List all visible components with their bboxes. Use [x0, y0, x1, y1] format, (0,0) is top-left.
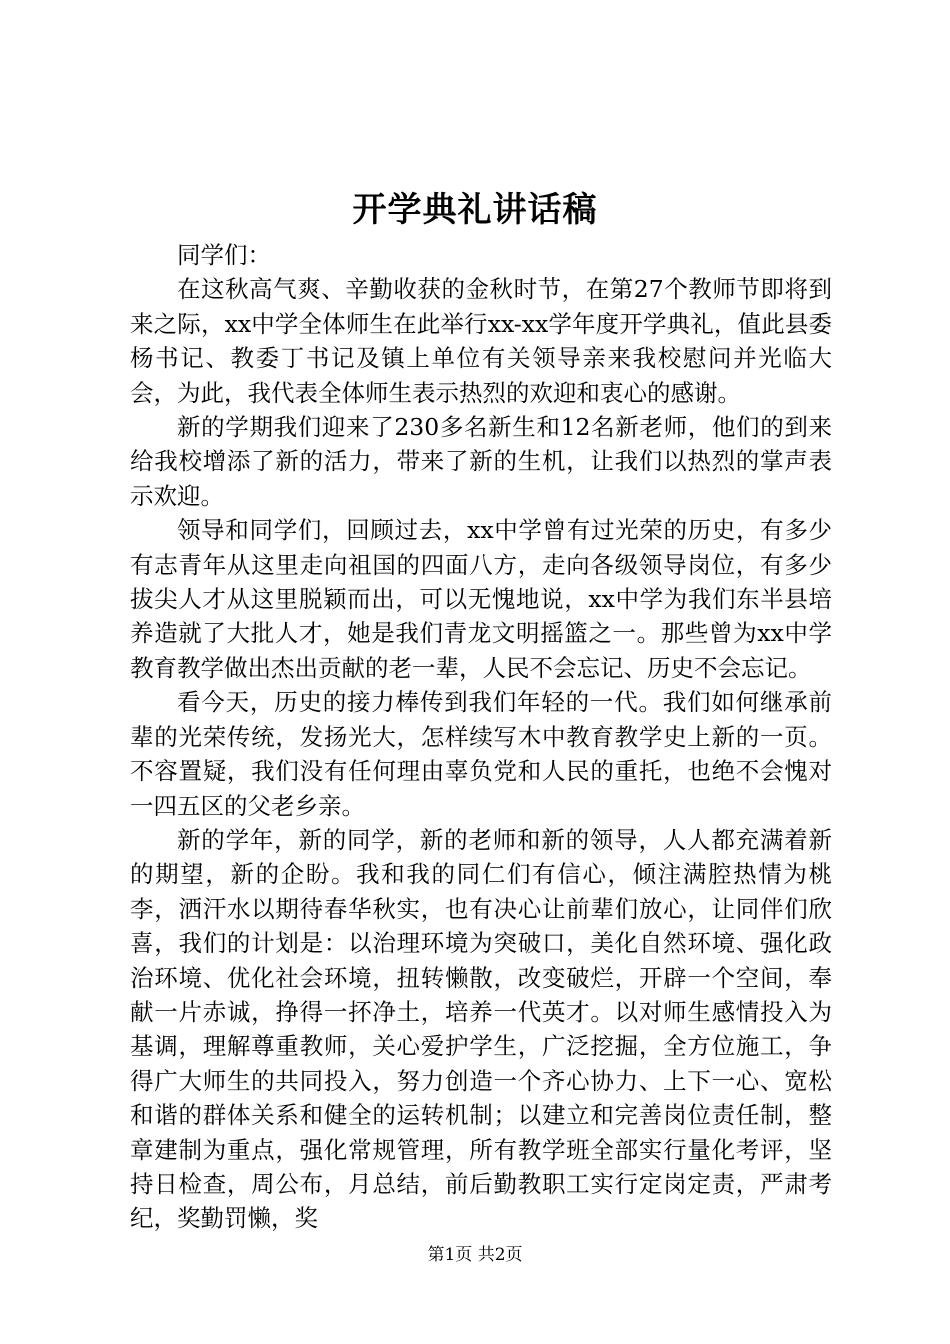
paragraph-history: 领导和同学们，回顾过去，xx中学曾有过光荣的历史，有多少有志青年从这里走向祖国的四面八方，走向各级领导岗位，有多少拔尖人才从这里脱颖而出，可以无愧地说，xx中学为我们东半县培养造就了大批人才，她是我们青龙文明摇篮之一。那些曾为xx中学教育教学做出杰出贡献的老一辈，人民不会忘记、历史不会忘记。	[130, 516, 832, 682]
document-title: 开学典礼讲话稿	[352, 190, 598, 230]
paragraph-opening: 在这秋高气爽、辛勤收获的金秋时节，在第27个教师节即将到来之际，xx中学全体师生在此举行xx-xx学年度开学典礼，值此县委杨书记、教委丁书记及镇上单位有关领导亲来我校慰问并光临大会，为此，我代表全体师生表示热烈的欢迎和衷心的感谢。	[130, 275, 832, 407]
document-body	[130, 238, 832, 1236]
paragraph-welcome-new: 新的学期我们迎来了230多名新生和12名新老师，他们的到来给我校增添了新的活力，带来了新的生机，让我们以热烈的掌声表示欢迎。	[130, 413, 832, 510]
salutation: 同学们：	[177, 241, 271, 269]
page-footer: 第1页 共2页	[427, 1245, 523, 1265]
paragraph-plan: 新的学年，新的同学，新的老师和新的领导，人人都充满着新的期望，新的企盼。我和我的同仁们有信心，倾注满腔热情为桃李，洒汗水以期待春华秋实，也有决心让前辈们放心，让同伴们欣喜，我们的计划是：以治理环境为突破口，美化自然环境、强化政治环境、优化社会环境，扭转懒散，改变破烂，开辟一个空间，奉献一片赤诚，挣得一抔净土，培养一代英才。以对师生感情投入为基调，理解尊重教师，关心爱护学生，广泛挖掘，全方位施工，争得广大师生的共同投入，努力创造一个齐心协力、上下一心、宽松和谐的群体关系和健全的运转机制；以建立和完善岗位责任制，整章建制为重点，强化常规管理，所有教学班全部实行量化考评，坚持日检查，周公布，月总结，前后勤教职工实行定岗定责，严肃考纪，奖勤罚懒，奖	[130, 825, 832, 1233]
paragraph-today: 看今天，历史的接力棒传到我们年轻的一代。我们如何继承前辈的光荣传统，发扬光大，怎样续写木中教育教学史上新的一页。不容置疑，我们没有任何理由辜负党和人民的重托，也绝不会愧对一四五区的父老乡亲。	[130, 688, 832, 820]
